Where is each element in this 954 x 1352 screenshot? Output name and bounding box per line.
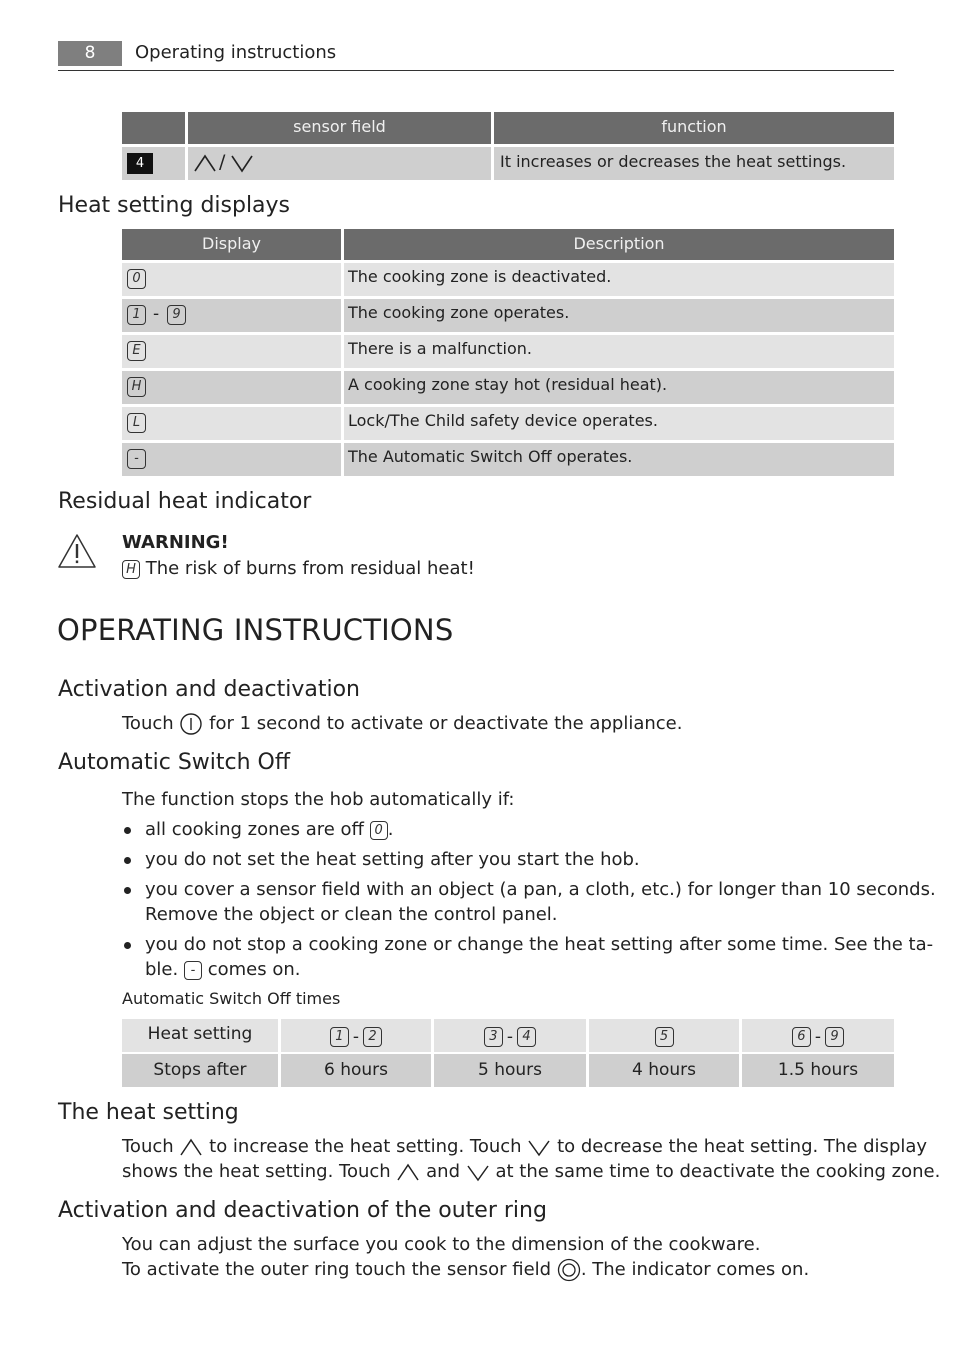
bullet4-line1: you do not stop a cooking zone or change the heat setting after some time. See the ta- xyxy=(145,934,934,955)
display-cell xyxy=(122,299,341,332)
outer-ring-line2-before: To activate the outer ring touch the sensor field xyxy=(122,1259,552,1280)
display-cell xyxy=(122,335,341,368)
times-caption: Automatic Switch Off times xyxy=(122,989,341,1008)
down-chevron-icon xyxy=(230,154,254,174)
segment-symbol: 3 xyxy=(484,1027,503,1047)
down-chevron-icon xyxy=(466,1162,490,1182)
description-cell: The cooking zone operates. xyxy=(344,299,894,332)
list-item xyxy=(122,877,936,932)
segment-symbol: 5 xyxy=(655,1027,674,1047)
list-item xyxy=(122,932,934,987)
segment-symbol: L xyxy=(127,413,146,433)
bullet3-line1: you cover a sensor field with an object (a pan, a cloth, etc.) for longer than 10 seconds. xyxy=(145,879,936,900)
bullet1-end: . xyxy=(387,819,394,840)
outer-ring-icon xyxy=(557,1258,581,1282)
sensor-table-corner xyxy=(122,112,185,144)
display-cell xyxy=(122,407,341,440)
heat-setting-range-cell xyxy=(742,1019,894,1052)
bullet4-line2-before: ble. xyxy=(145,959,179,980)
outer-ring-line2-after: . The indicator comes on. xyxy=(580,1259,810,1280)
segment-symbol: 2 xyxy=(363,1027,382,1047)
segment-symbol: 1 xyxy=(330,1027,349,1047)
heat-l2-a: shows the heat setting. Touch xyxy=(122,1161,391,1182)
segment-symbol: - xyxy=(127,449,146,469)
bullet-dot xyxy=(124,827,131,834)
switch-off-times-table xyxy=(122,1019,894,1087)
down-chevron-icon xyxy=(527,1137,551,1157)
col-function: function xyxy=(494,112,894,144)
bullet4-line2-after: comes on. xyxy=(207,959,301,980)
segment-symbol: 9 xyxy=(825,1027,844,1047)
segment-symbol: 0 xyxy=(127,269,146,289)
col-description: Description xyxy=(344,229,894,260)
auto-off-intro: The function stops the hob automatically if: xyxy=(122,789,515,810)
sensor-function-cell: It increases or decreases the heat settings. xyxy=(494,147,894,180)
heat-setting-range-cell xyxy=(589,1019,739,1052)
range-separator: - xyxy=(352,1026,360,1047)
bullet-dot xyxy=(124,942,131,949)
sensor-number-cell xyxy=(122,147,185,180)
outer-ring-heading: Activation and deactivation of the outer ring xyxy=(58,1198,547,1223)
heat-l1-b: to increase the heat setting. Touch xyxy=(209,1136,522,1157)
segment-symbol: 1 xyxy=(127,305,146,325)
heat-displays-heading: Heat setting displays xyxy=(58,193,291,218)
segment-dash-symbol: - xyxy=(184,961,202,980)
bullet-dot xyxy=(124,857,131,864)
residual-heading: Residual heat indicator xyxy=(58,489,312,514)
activation-heading: Activation and deactivation xyxy=(58,677,360,702)
segment-symbol: 9 xyxy=(167,305,186,325)
warning-line xyxy=(122,556,475,581)
list-item xyxy=(122,847,894,877)
bullet3-line2: Remove the object or clean the control panel. xyxy=(145,904,558,925)
header-title: Operating instructions xyxy=(135,42,337,63)
warning-text: The risk of burns from residual heat! xyxy=(145,558,475,579)
display-cell xyxy=(122,263,341,296)
auto-off-heading: Automatic Switch Off xyxy=(58,750,291,775)
bullet4-line2 xyxy=(145,957,894,982)
power-icon xyxy=(179,712,203,736)
list-item xyxy=(122,817,894,847)
times-row1-label: Heat setting xyxy=(122,1019,278,1052)
activation-text-before: Touch xyxy=(122,713,174,734)
range-separator: - xyxy=(506,1026,514,1047)
segment-0-symbol: 0 xyxy=(370,821,388,840)
sensor-number-badge: 4 xyxy=(127,153,153,174)
outer-ring-line2 xyxy=(122,1257,809,1282)
heat-l1-a: Touch xyxy=(122,1136,174,1157)
up-chevron-icon xyxy=(193,153,217,173)
heat-setting-range-cell xyxy=(281,1019,431,1052)
up-chevron-icon xyxy=(179,1137,203,1157)
outer-ring-line1: You can adjust the surface you cook to the dimension of the cookware. xyxy=(122,1234,761,1255)
description-cell: The cooking zone is deactivated. xyxy=(344,263,894,296)
segment-symbol: H xyxy=(127,377,146,397)
description-cell: The Automatic Switch Off operates. xyxy=(344,443,894,476)
bullet2-text: you do not set the heat setting after you start the hob. xyxy=(145,849,640,870)
bullet-dot xyxy=(124,887,131,894)
sensor-table xyxy=(122,112,894,180)
segment-symbol: E xyxy=(127,341,146,361)
stops-after-cell: 6 hours xyxy=(281,1054,431,1087)
heat-l2-b: and xyxy=(426,1161,461,1182)
segment-symbol: 6 xyxy=(792,1027,811,1047)
activation-text-after: for 1 second to activate or deactivate the appliance. xyxy=(209,713,683,734)
heat-displays-table xyxy=(122,229,894,477)
heat-l2-c: at the same time to deactivate the cooking zone. xyxy=(495,1161,941,1182)
stops-after-cell: 1.5 hours xyxy=(742,1054,894,1087)
display-cell xyxy=(122,443,341,476)
display-cell xyxy=(122,371,341,404)
col-display: Display xyxy=(122,229,341,260)
warning-triangle-icon xyxy=(57,533,97,569)
heat-setting-line1 xyxy=(122,1134,927,1159)
heat-setting-line2 xyxy=(122,1159,940,1184)
heat-setting-range-cell xyxy=(434,1019,586,1052)
segment-h-symbol: H xyxy=(122,560,140,579)
stops-after-cell: 5 hours xyxy=(434,1054,586,1087)
description-cell: There is a malfunction. xyxy=(344,335,894,368)
description-cell: A cooking zone stay hot (residual heat). xyxy=(344,371,894,404)
sensor-separator: / xyxy=(219,151,226,173)
main-heading: OPERATING INSTRUCTIONS xyxy=(57,613,454,647)
range-separator: - xyxy=(814,1026,822,1047)
auto-off-list xyxy=(122,817,936,987)
up-chevron-icon xyxy=(396,1162,420,1182)
activation-text xyxy=(122,711,682,736)
sensor-symbol-cell xyxy=(188,147,491,180)
segment-symbol: 4 xyxy=(517,1027,536,1047)
times-row2-label: Stops after xyxy=(122,1054,278,1087)
range-separator: - xyxy=(153,304,160,324)
warning-title: WARNING! xyxy=(122,532,229,553)
col-sensor-field: sensor field xyxy=(188,112,491,144)
bullet1-text: all cooking zones are off xyxy=(145,819,364,840)
description-cell: Lock/The Child safety device operates. xyxy=(344,407,894,440)
stops-after-cell: 4 hours xyxy=(589,1054,739,1087)
page-number: 8 xyxy=(58,41,122,66)
heat-l1-c: to decrease the heat setting. The display xyxy=(557,1136,928,1157)
header-rule xyxy=(58,70,894,71)
heat-setting-heading: The heat setting xyxy=(58,1100,239,1125)
